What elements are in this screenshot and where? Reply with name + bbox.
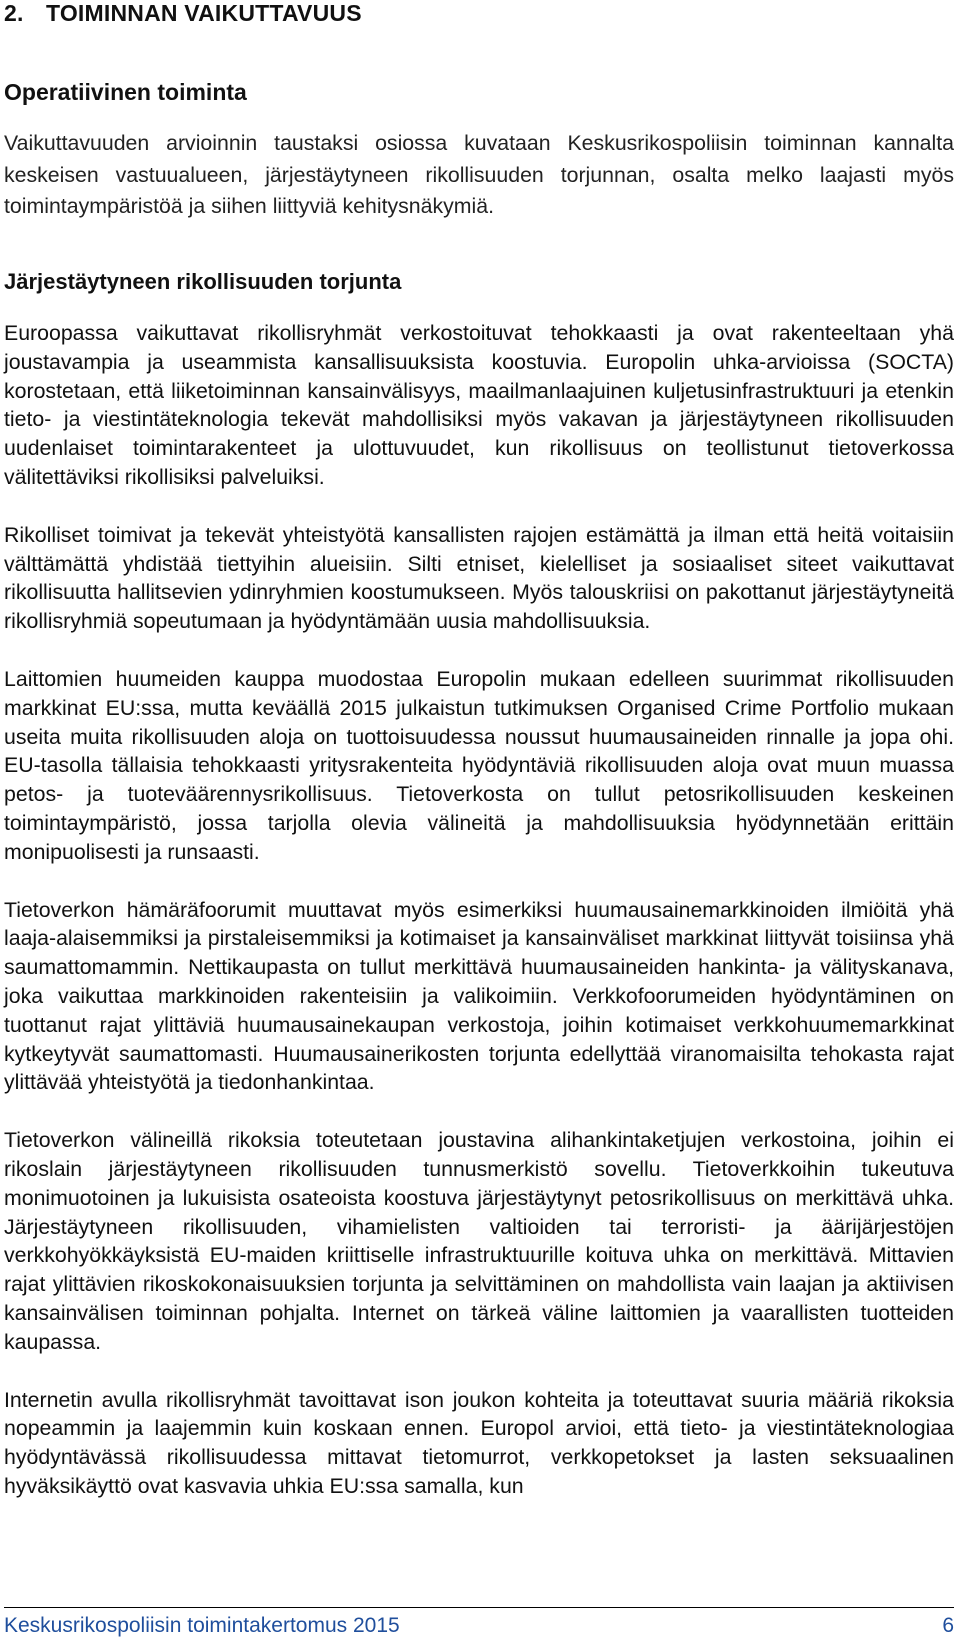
section-heading: Operatiivinen toiminta <box>4 79 247 105</box>
body-paragraph: Internetin avulla rikollisryhmät tavoittavat ison joukon kohteita ja toteuttavat suuria määriä rikoksia nopeammin ja laajemmin kuin koskaan ennen. Europol arvioi, että tieto- ja viestintäteknologiaa hyödyntävässä rikollisuudessa mittavat tietomurrot, verkkopetokset ja lasten seksuaalinen hyväksikäyttö ovat kasvavia uhkia EU:ssa samalla, kun <box>4 1387 954 1498</box>
page-footer <box>4 1612 954 1640</box>
body-paragraph: Tietoverkon hämäräfoorumit muuttavat myös esimerkiksi huumausainemarkkinoiden ilmiöitä yhä laaja-alaisemmiksi ja pirstaleisemmiksi ja kotimaiset ja kansainväliset markkinat liittyvät toisiinsa yhä saumattomammin. Nettikaupasta on tullut merkittävä huumausaineiden hankinta- ja välityskanava, joka vaikuttaa markkinoiden rakenteisiin ja valikoimiin. Verkkofoorumeiden hyödyntäminen on tuottanut rajat ylittäviä huumausainekaupan verkostoja, joihin kotimaiset verkkohuumemarkkinat kytkeytyvät saumattomasti. Huumausainerikosten torjunta edellyttää viranomaisilta tehokasta rajat ylittävää yhteistyötä ja tiedonhankintaa. <box>4 897 954 1095</box>
footer-publication-title: Keskusrikospoliisin toimintakertomus 2015 <box>4 1614 400 1637</box>
body-paragraph: Laittomien huumeiden kauppa muodostaa Europolin mukaan edelleen suurimmat rikollisuuden markkinat EU:ssa, mutta keväällä 2015 julkaistun tutkimuksen Organised Crime Portfolio mukaan useita muita rikollisuuden aloja on tuottoisuudessa noussut huumausaineiden rinnalle ja jopa ohi. EU-tasolla tällaisia tehokkaasti yritysrakenteita hyödyntäviä rikollisuuden aloja ovat muun muassa petos- ja tuoteväärennysrikollisuus. Tietoverkosta on tullut petosrikollisuuden keskeinen toimintaympäristö, jossa tarjolla olevia välineitä ja mahdollisuuksia hyödynnetään erittäin monipuolisesti ja runsaasti. <box>4 666 954 864</box>
intro-paragraph: Vaikuttavuuden arvioinnin taustaksi osiossa kuvataan Keskusrikospoliisin toiminnan kannalta keskeisen vastuualueen, järjestäytyneen rikollisuuden torjunnan, osalta melko laajasti myös toimintaympäristöä ja siihen liittyviä kehitysnäkymiä. <box>4 131 954 218</box>
page-number: 6 <box>942 1614 954 1637</box>
chapter-number: 2. <box>4 0 24 26</box>
chapter-heading <box>4 0 362 26</box>
subsection-heading: Järjestäytyneen rikollisuuden torjunta <box>4 269 402 294</box>
chapter-title: TOIMINNAN VAIKUTTAVUUS <box>46 0 362 26</box>
body-paragraph: Rikolliset toimivat ja tekevät yhteistyötä kansallisten rajojen estämättä ja ilman että heitä voitaisiin välttämättä yhdistää tiettyihin alueisiin. Silti etniset, kielelliset ja sosiaaliset siteet vaikuttavat rikollisuutta hallitsevien ydinryhmien koostumukseen. Myös talouskriisi on pakottanut järjestäytyneitä rikollisryhmiä sopeutumaan ja hyödyntämään uusia mahdollisuuksia. <box>4 522 954 634</box>
body-paragraph: Tietoverkon välineillä rikoksia toteutetaan joustavina alihankintaketjujen verkostoina, joihin ei rikoslain järjestäytyneen rikollisuuden tunnusmerkistö sovellu. Tietoverkkoihin tukeutuva monimuotoinen ja lukuisista osateoista koostuva järjestäytynyt petosrikollisuus on merkittävä uhka. Järjestäytyneen rikollisuuden, vihamielisten valtioiden tai terroristi- ja äärijärjestöjen verkkohyökkäyksistä EU-maiden kriittiselle infrastruktuurille koituva uhka on merkittävä. Mittavien rajat ylittävien rikoskokonaisuuksien torjunta ja selvittäminen on mahdollista vain laajan ja aktiivisen kansainvälisen toiminnan pohjalta. Internet on tärkeä väline laittomien ja vaarallisten tuotteiden kaupassa. <box>4 1128 954 1354</box>
footer-divider <box>4 1607 954 1608</box>
body-text <box>4 319 954 1530</box>
body-paragraph: Euroopassa vaikuttavat rikollisryhmät verkostoituvat tehokkaasti ja ovat rakenteeltaan yhä joustavampia ja useammista kansallisuuksista koostuvia. Europolin uhka-arvioissa (SOCTA) korostetaan, että liiketoiminnan kansainvälisyys, maailmanlaajuinen kuljetusinfrastruktuuri ja etenkin tieto- ja viestintäteknologia tekevät mahdollisiksi myös vakavan ja järjestäytyneen rikollisuuden uudenlaiset toimintarakenteet ja ulottuvuudet, kun rikollisuus on teollistunut tietoverkossa välitettäviksi rikollisiksi palveluiksi. <box>4 321 954 489</box>
